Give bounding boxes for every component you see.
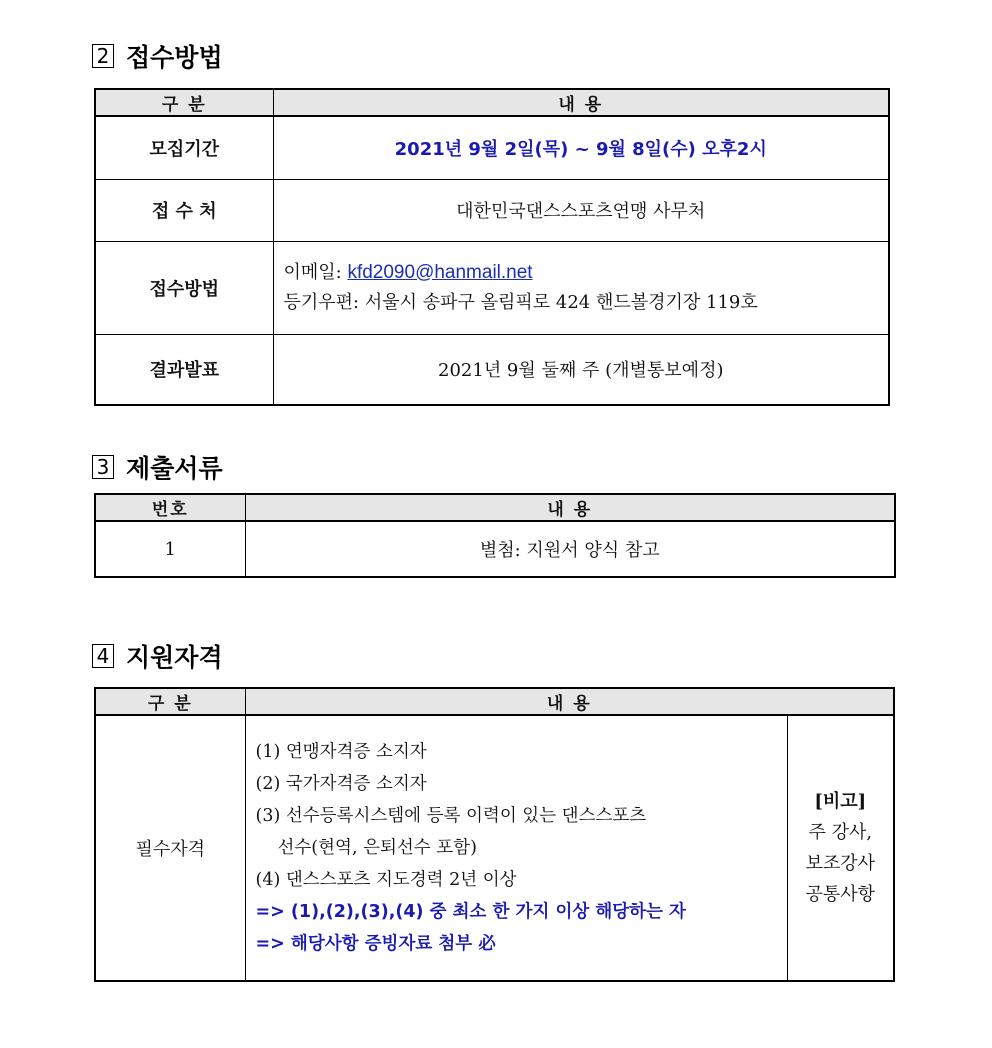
qualification-item-continued: 선수(현역, 은퇴선수 포함) — [277, 838, 477, 858]
section4-number: 4 — [92, 644, 114, 668]
qualification-table — [94, 687, 895, 982]
row-label-method: 접수방법 — [95, 241, 273, 334]
section3-title: 제출서류 — [126, 454, 223, 483]
section4-heading — [92, 638, 223, 674]
remarks-title: [비고] — [814, 791, 867, 812]
qualification-item: (2) 국가자격증 소지자 — [255, 774, 427, 794]
remarks-line: 공통사항 — [805, 884, 876, 905]
document-number: 1 — [95, 521, 245, 577]
row-label-period: 모집기간 — [95, 116, 273, 179]
section2-number: 2 — [92, 44, 114, 68]
section4-title: 지원자격 — [126, 643, 223, 672]
col-header-category: 구 분 — [95, 89, 273, 116]
qualification-label: 필수자격 — [95, 715, 245, 981]
qualification-list — [245, 715, 787, 981]
remarks-line: 보조강사 — [805, 853, 876, 874]
row-label-office: 접 수 처 — [95, 179, 273, 241]
col-header-content: 내 용 — [245, 494, 895, 521]
documents-table — [94, 493, 896, 578]
qualification-emphasis: => 해당사항 증빙자료 첨부 必 — [255, 934, 496, 954]
section3-number: 3 — [92, 455, 114, 479]
section3-heading — [92, 449, 223, 485]
qualification-item: (3) 선수등록시스템에 등록 이력이 있는 댄스스포츠 — [255, 806, 647, 826]
section2-title: 접수방법 — [126, 43, 223, 72]
post-address: 등기우편: 서울시 송파구 올림픽로 424 핸드볼경기장 119호 — [283, 291, 758, 313]
col-header-content: 내 용 — [245, 688, 894, 715]
application-method-table — [94, 88, 890, 406]
col-header-category: 구 분 — [95, 688, 245, 715]
recruitment-period: 2021년 9월 2일(목) ~ 9월 8일(수) 오후2시 — [394, 138, 767, 160]
qualification-item: (4) 댄스스포츠 지도경력 2년 이상 — [255, 870, 517, 890]
col-header-content: 내 용 — [273, 89, 889, 116]
email-link[interactable]: kfd2090@hanmail.net — [347, 261, 533, 283]
row-label-result: 결과발표 — [95, 334, 273, 405]
result-announcement: 2021년 9월 둘째 주 (개별통보예정) — [273, 334, 889, 405]
document-content: 별첨: 지원서 양식 참고 — [245, 521, 895, 577]
qualification-emphasis: => (1),(2),(3),(4) 중 최소 한 가지 이상 해당하는 자 — [255, 902, 686, 922]
reception-office: 대한민국댄스스포츠연맹 사무처 — [273, 179, 889, 241]
qualification-item: (1) 연맹자격증 소지자 — [255, 742, 427, 762]
email-line — [284, 258, 889, 288]
remarks-line: 주 강사, — [808, 822, 873, 843]
col-header-number: 번호 — [95, 494, 245, 521]
email-prefix: 이메일: — [283, 261, 348, 283]
section2-heading — [92, 38, 223, 74]
remarks-cell — [787, 715, 894, 981]
